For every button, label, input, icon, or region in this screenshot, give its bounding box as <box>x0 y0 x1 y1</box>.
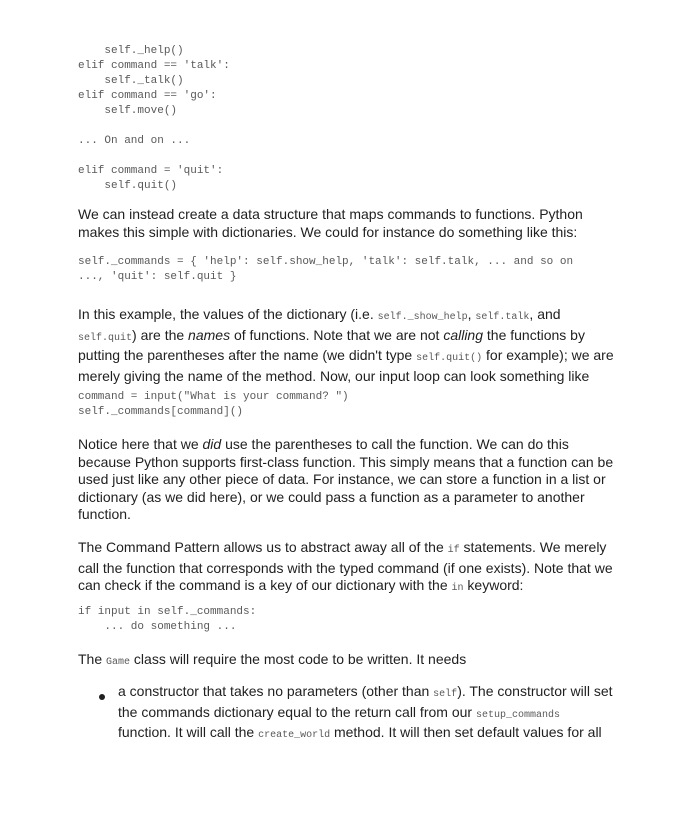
code-line: elif command = 'quit': <box>78 165 224 177</box>
code-block-if-in <box>78 605 256 635</box>
inline-code: self <box>433 689 458 700</box>
code-line: self.quit() <box>78 180 178 192</box>
code-line: self._talk() <box>78 75 184 87</box>
inline-code: create_world <box>258 730 331 741</box>
code-block-command-chain <box>78 44 230 194</box>
paragraph-command-pattern: The Command Pattern allows us to abstract away all of the if statements. We merely call the function that corresponds with the typed command (if one exists). Note that we can check if the command is a key of our dictionary with the in keyword: <box>78 539 613 594</box>
paragraph-first-class-functions: Notice here that we did use the parentheses to call the function. We can do this because Python supports first-class function. This simply means that a function can be used just like any other piece of data. For instance, we can store a function in a list or dictionary (as we did here), or we could pass a function as a parameter to another function. <box>78 436 614 522</box>
code-line: self._help() <box>78 45 184 57</box>
inline-code: self.quit <box>78 332 133 344</box>
inline-code: in <box>451 583 464 594</box>
code-line: self._commands = { 'help': self.show_help, 'talk': self.talk, ... and so on <box>78 256 574 268</box>
inline-code: if <box>447 545 460 556</box>
inline-code: setup_commands <box>475 709 560 721</box>
paragraph-data-structure: We can instead create a data structure that maps commands to functions. Python makes this simple with dictionaries. We could for instance do something like this: <box>78 206 583 240</box>
code-line: ..., 'quit': self.quit } <box>78 271 237 283</box>
inline-code: Game <box>106 657 131 668</box>
code-line: ... On and on ... <box>78 135 191 147</box>
list-item-constructor: a constructor that takes no parameters (other than self). The constructor will set the commands dictionary equal to the return call from our setup_commands function. It will call the create_world method. It will then set default values for all <box>118 683 613 741</box>
code-block-input-loop <box>78 390 349 420</box>
code-line: command = input("What is your command? ") <box>78 391 349 403</box>
code-line: self._commands[command]() <box>78 406 244 418</box>
code-line: if input in self._commands: <box>78 606 257 618</box>
code-line: elif command == 'talk': <box>78 60 230 72</box>
code-line: self.move() <box>78 105 178 117</box>
inline-code: self.quit() <box>416 353 483 364</box>
code-line: ... do something ... <box>78 621 237 633</box>
paragraph-dictionary-values: In this example, the values of the dictionary (i.e. self._show_help, self.talk, and self.quit) are the names of functions. Note that we are not calling the functions by putting the parentheses after the name (we didn't type self.quit() for example); we are merely giving the name of the method. Now, our input loop can look something like <box>78 306 614 384</box>
inline-code: self.talk <box>475 312 530 323</box>
code-line: elif command == 'go': <box>78 90 217 102</box>
bullet-icon <box>99 694 105 700</box>
paragraph-game-class: The Game class will require the most code to be written. It needs <box>78 651 467 668</box>
inline-code: self._show_help <box>377 312 468 323</box>
code-block-commands-dict <box>78 255 573 285</box>
